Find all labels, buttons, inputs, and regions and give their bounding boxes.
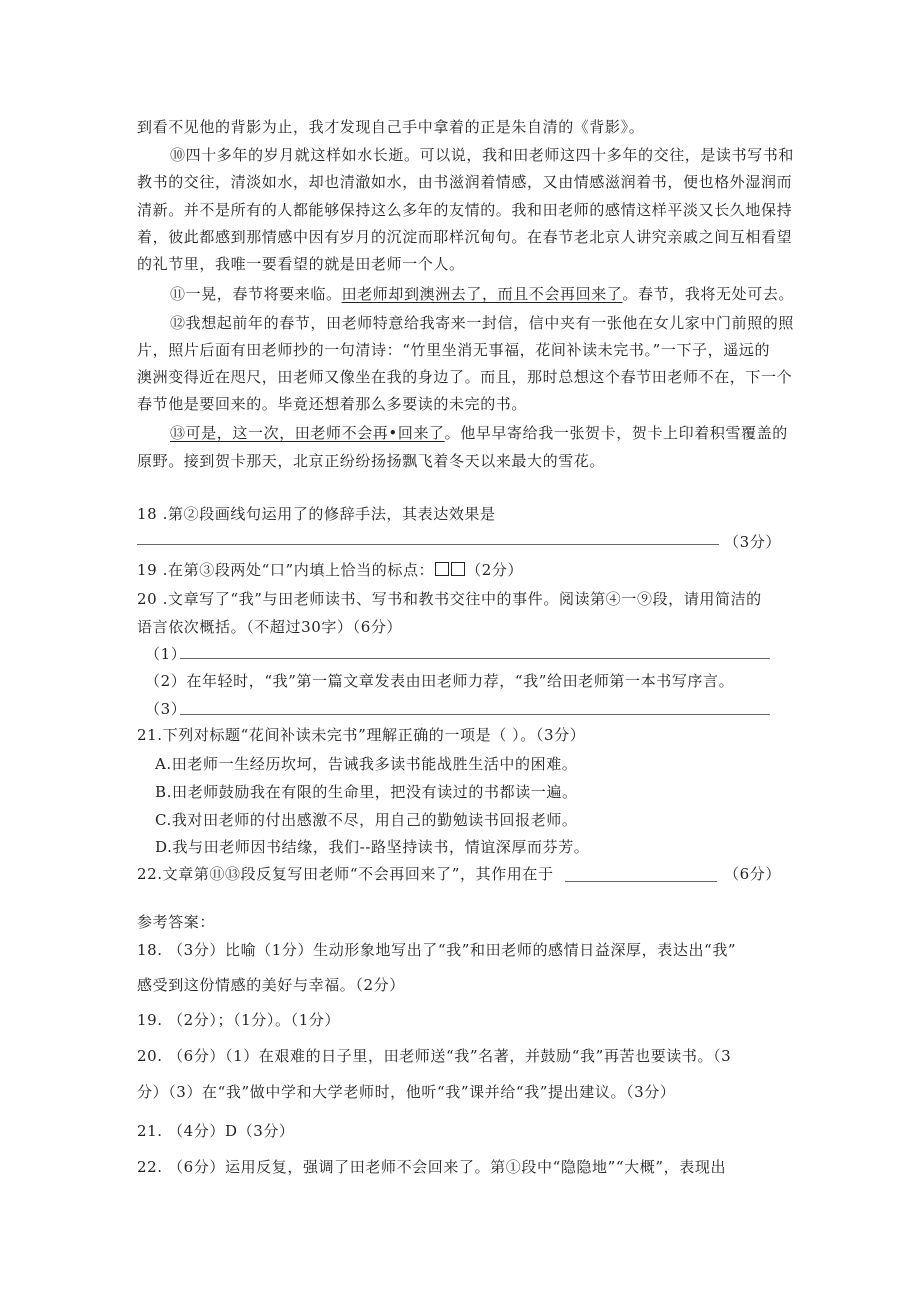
blank-box[interactable] [451,562,465,576]
paragraph-11-text: 。春节，我将无处可去。 [622,285,795,303]
paragraph-12-line: 澳洲变得近在咫尺，田老师又像坐在我的身边了。而且，那时总想这个春节田老师不在，下一个 [137,368,793,386]
question-20-item-1: （1） [145,645,187,663]
question-19-score: （2分） [466,561,524,579]
underlined-sentence: ⑬可是，这一次，田老师不会再•回来了 [170,424,445,442]
answer-20-line: 20. （6分）（1）在艰难的日子里，田老师送“我”名著，并鼓励“我”再苦也要读书。（3 [137,1047,732,1065]
paragraph-11-text: ⑪一晃，春节将要来临。 [170,285,342,303]
question-20-item-2: （2）在年轻时，“我”第一篇文章发表由田老师力荐，“我”给田老师第一本书写序言。 [145,672,735,690]
underlined-sentence: 田老师却到澳洲去了，而且不会再回来了 [341,285,623,303]
answers-heading: 参考答案： [137,913,216,931]
question-18-score: （3分） [724,533,781,551]
answer-line[interactable] [180,714,770,715]
answer-line[interactable] [565,881,717,882]
answer-18-line: 感受到这份情感的美好与幸福。（2分） [137,976,405,994]
paragraph-12-line: 春节他是要回来的。毕竟还想着那么多要读的未完的书。 [137,395,528,413]
paragraph-13 [170,423,788,443]
answer-line[interactable] [180,658,770,659]
paragraph-10-line: 的礼节里，我唯一要看望的就是田老师一个人。 [137,255,465,273]
answer-19: 19. （2分）；（1分）。（1分） [137,1011,341,1029]
paragraph-12-line: ⑫我想起前年的春节，田老师特意给我寄来一封信，信中夹有一张他在女儿家中门前照的照 [170,314,795,332]
option-d: D.我与田老师因书结缘，我们--路坚持读书，情谊深厚而芬芳。 [155,838,590,856]
option-c: C.我对田老师的付出感激不尽，用自己的勤勉读书回报老师。 [155,811,578,829]
passage-line: 到看不见他的背影为止，我才发现自己手中拿着的正是朱自清的《背影》。 [137,118,645,136]
paragraph-13-text: 。他早早寄给我一张贺卡，贺卡上印着积雪覆盖的 [444,424,788,442]
question-22: 22.文章第⑪⑬段反复写田老师“不会再回来了”，其作用在于 [137,865,554,883]
paragraph-10-line: ⑩四十多年的岁月就这样如水长逝。可以说，我和田老师这四十多年的交往，是读书写书和 [170,146,795,164]
paragraph-10-line: 着，彼此都感到那情感中因有岁月的沉淀而耶样沉甸句。在春节老北京人讲究亲戚之间互相看望 [137,228,793,246]
option-a: A.田老师一生经历坎坷，告诫我多读书能战胜生活中的困难。 [155,755,578,773]
answer-21: 21. （4分）D（3分） [137,1122,295,1140]
question-20-item-3: （3） [145,700,187,718]
paragraph-10-line: 清新。并不是所有的人都能够保持这么多年的友情的。我和田老师的感情这样平淡又长久地保持 [137,201,793,219]
paragraph-13-line: 原野。接到贺卡那天，北京正纷纷扬扬飘飞着冬天以来最大的雪花。 [137,452,606,470]
answer-18-line: 18. （3分）比喻（1分）生动形象地写出了“我”和田老师的感情日益深厚，表达出“我” [137,941,737,959]
option-b: B.田老师鼓励我在有限的生命里，把没有读过的书都读一遍。 [155,783,578,801]
answer-line [137,544,719,545]
paragraph-12-line: 片，照片后面有田老师抄的一句清诗：“竹里坐消无事福，花间补读未完书。”一下子，遥远的 [137,341,771,359]
question-22-score: （6分） [724,865,781,883]
question-20-line: 20 .文章写了“我”与田老师读书、写书和教书交往中的事件。阅读第④一⑨段，请用简洁的 [137,590,762,608]
question-19-text: 19 .在第③段两处“口”内填上恰当的标点： [137,561,435,579]
question-21: 21.下列对标题“花间补读未完书”理解正确的一项是（ ）。（3分） [137,726,586,744]
question-20-line: 语言依次概括。（不超过30字）（6分） [137,618,403,636]
paragraph-11 [170,284,794,304]
question-18: 18 .第②段画线句运用了的修辞手法，其表达效果是 [137,505,496,523]
blank-box[interactable] [435,562,449,576]
question-19 [137,560,523,580]
answer-22: 22. （6分）运用反复，强调了田老师不会回来了。第①段中“隐隐地”“大概”，表现出 [137,1158,727,1176]
paragraph-10-line: 教书的交往，清淡如水，却也清澈如水，由书滋润着情感，又由情感滋润着书，便也格外湿润而 [137,173,793,191]
answer-20-line: 分）（3）在“我”做中学和大学老师时，他听“我”课并给“我”提出建议。（3分） [137,1083,676,1101]
